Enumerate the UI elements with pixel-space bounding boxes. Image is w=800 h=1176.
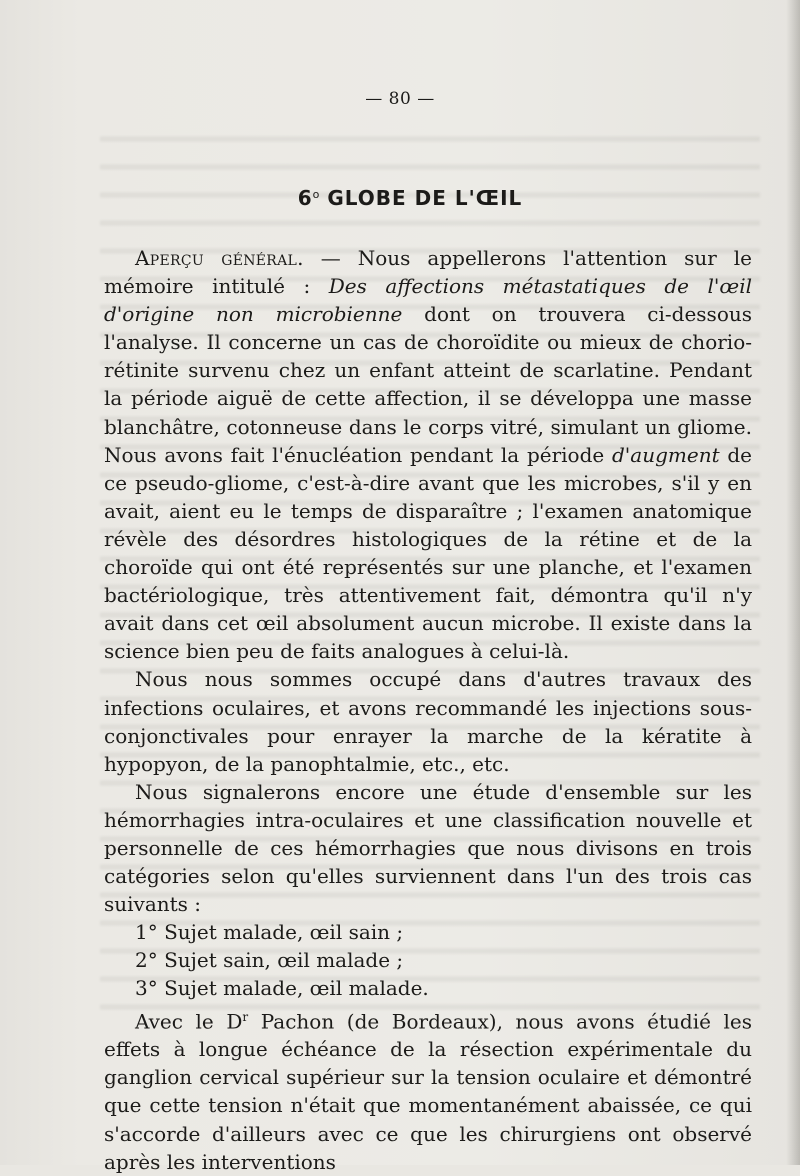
paragraph-infections: Nous nous sommes occupé dans d'autres travaux des infections oculaires, et avons recommandé les injections sous-conjonctivales pour enrayer la marche de la kératite à hypopyon, de la panophtalmie, etc., etc. — [104, 667, 752, 776]
memoir-title: Des affections métastatiques de l'œil d'origine non microbienne — [104, 274, 752, 327]
section-title-text: GLOBE DE L'ŒIL — [327, 186, 523, 210]
run-in-heading: Aperçu général. — [135, 246, 304, 270]
paragraph-pachon — [104, 1003, 752, 1176]
intro-text-1: — Nous appellerons l'attention sur le mémoire intitulé : — [104, 246, 752, 299]
italic-term: d'augment — [611, 442, 720, 467]
paragraph-hemorrhages: Nous signalerons encore une étude d'ensemble sur les hémorrhagies intra-oculaires et une classification nouvelle et personnelle de ces hémorrhagies que nous divisons en trois catégories selon qu'elles surviennent dans l'un des trois cas suivants : — [104, 779, 752, 917]
paragraph-intro — [104, 244, 752, 665]
pachon-text-2: Pachon (de Bordeaux), nous avons étudié les effets à longue échéance de la résection expérimentale du ganglion cervical supérieur sur la tension oculaire et démontré que cette tension n'était que momentanément abaissée, ce qui s'accorde d'ailleurs avec ce que les chirurgiens ont observé après les interventions — [104, 1009, 753, 1174]
case-item-1: 1° Sujet malade, œil sain ; — [135, 920, 404, 945]
body-text — [104, 244, 752, 1176]
page-number: — 80 — — [365, 89, 435, 109]
section-number-suffix: o — [312, 188, 320, 201]
section-title — [0, 186, 800, 210]
section-number: 6 — [297, 186, 313, 210]
doctor-superscript: r — [242, 1009, 249, 1024]
intro-text-2: dont on trouvera ci-dessous l'analyse. Il concerne un cas de choroïdite ou mieux de chorio-rétinite survenu chez un enfant atteint de scarlatine. Pendant la période aiguë de cette affection, il se développa une masse blanchâtre, cotonneuse dans le corps vitré, simulant un gliome. Nous avons fait l'énucléation pendant la période — [104, 302, 753, 467]
pachon-text-1: Avec le D — [135, 1009, 243, 1034]
case-item-2: 2° Sujet sain, œil malade ; — [135, 948, 404, 973]
case-item-3: 3° Sujet malade, œil malade. — [135, 976, 429, 1001]
page-edge-shadow — [786, 0, 800, 1165]
intro-text-3: de ce pseudo-gliome, c'est-à-dire avant que les microbes, s'il y en avait, aient eu le temps de disparaître ; l'examen anatomique révèle des désordres histologiques de la rétine et de la choroïde qui ont été représentés sur une planche, et l'examen bactériologique, très attentivement fait, démontra qu'il n'y avait dans cet œil absolument aucun microbe. Il existe dans la science bien peu de faits analogues à celui-là. — [104, 442, 752, 664]
